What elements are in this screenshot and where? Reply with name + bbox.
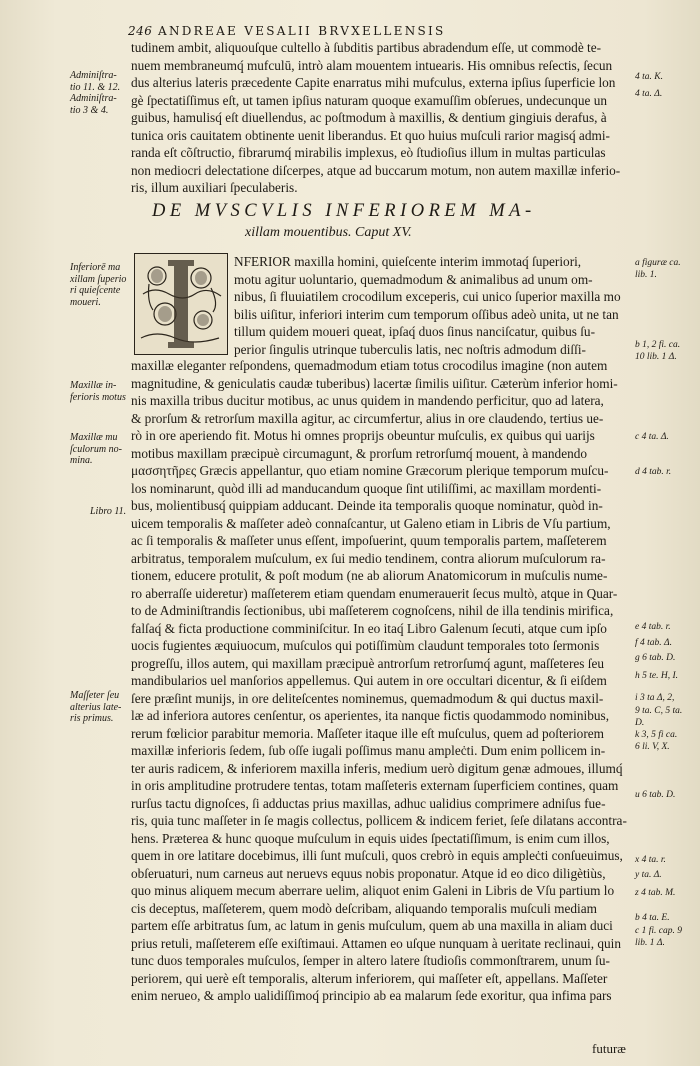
text-line: in oris amplitudine protrudere tentas, totam maſſeteris externam ſuperficiem contines, quam <box>131 778 619 793</box>
text-line: ris, quia tunc maſſeter in ſe magis collectus, pollicem & indicem feriet, ſeſe dilatans accontra- <box>131 813 627 828</box>
text-line: enim nerueo, & amplo ualidiſſimoq́ principio ab ea malarum ſede exoritur, qua infima pars <box>131 988 612 1003</box>
margin-note-left: Adminiſtra- tio 11. & 12. Adminiſtra- tio 3 & 4. <box>70 70 121 116</box>
text-line: μασσητῆρες Græcis appellantur, quo etiam nomine Græcorum plerique temporum muſcu- <box>131 463 609 478</box>
text-line: rurſus tactu dignoſces, ſi adductas prius maxillas, adhuc ualidius comprimere adniſus fue- <box>131 795 606 811</box>
margin-ref-right: c 1 fi. cap. 9 <box>635 926 682 936</box>
text-line: ſere præſint munijs, in ore deliteſcentes nominemus, quemadmodum & qui ductus maxil- <box>131 690 604 706</box>
text-line: ro aberraſſe uideretur) maſſeterem etiam quendam enumerauerit ſecus multò, atque in Quar- <box>131 585 618 601</box>
margin-note-left: Maſſeter ſeu alterius late- ris primus. <box>70 690 122 724</box>
margin-ref-right: d 4 tab. r. <box>635 467 672 477</box>
text-line: quo minus aliquem mecum aberrare uelim, aliquot enim Galeni in Libris de Vſu partium lo <box>131 883 615 898</box>
margin-ref-right: k 3, 5 fi ca. <box>635 730 678 740</box>
text-line: & prorſum & retrorſum maxilla agitur, ac circumfertur, alius in ore claudendo, tertius ue- <box>131 410 604 426</box>
text-line: obſeruaturi, num carneus aut neruevs equus nobis proponatur. Atque id eo dico diligètiùs, <box>131 865 606 881</box>
text-line: quem in ore latitare docebimus, illi ſunt muſculi, quos crebrò in equis ampleċti conſueuimus, <box>131 848 623 863</box>
text-line: progreſſu, illos autem, qui maxillam præcipuè antrorſum retrorſumq́ agunt, maſſeteres ſeu <box>131 655 605 671</box>
margin-ref-right: g 6 tab. D. <box>635 653 676 663</box>
margin-ref-right: b 1, 2 fi. ca. <box>635 340 681 350</box>
text-line: rò in ore aperiendo fit. Motus hi omnes proprijs obeuntur muſculis, ex quibus qui uarijs <box>131 428 595 443</box>
margin-ref-right: a figuræ ca. <box>635 258 681 268</box>
page-header <box>128 24 568 40</box>
margin-ref-right: h 5 te. H, I. <box>635 671 679 681</box>
text-line: rerum fœlicior parabitur memoria. Maſſeter itaque ille eſt muſculus, quem ad poſteriorem <box>131 725 604 741</box>
text-line: los nominarunt, quòd illi ad manducandum quoque ſint utiliſſimi, ac maxillam mordenti- <box>131 480 602 496</box>
margin-ref-right: c 4 ta. Δ. <box>635 432 669 442</box>
text-line: hens. Præterea & hunc quoque muſculum in equis uides ſpectatiſſimum, is enim cum illos, <box>131 830 610 846</box>
text-line: nis maxilla tribus ducitur motibus, ac unus quidem in mandendo perficitur, quo ad latera, <box>131 393 604 408</box>
text-line: falſaq́ & ficta productione comminiſcitur. In eo itaq́ Libro Galenum ſecuti, atque cum ipſo <box>131 620 607 636</box>
text-line: motibus maxillam præcipuè circumagunt, & prorſum retrorſumq́ mouent, à mandendo <box>131 445 588 461</box>
text-line: bilis uiſitur, inferiori interim cum temporum oſſibus adeò unita, ut ne tan <box>234 306 619 322</box>
margin-ref-right: x 4 ta. r. <box>635 855 666 865</box>
text-line: maxillæ inferioris ſedem, ſub oſſe iugali poſſimus manu ampleċti. Dum enim pollicem in- <box>131 743 606 758</box>
text-line: arbitratus, temporalem muſculum, ex ſui medio tendinem, contra aliorum muſculorum ra- <box>131 550 606 566</box>
text-line: motu agitur uoluntario, quemadmodum & animalibus ad unum om- <box>234 271 593 287</box>
text-line: ter auris radicem, & inferiorem maxilla inferis, medium uerò digitum genæ admoues, illumq́ <box>131 760 623 776</box>
margin-ref-right: z 4 tab. M. <box>635 888 676 898</box>
text-line: tionem, educere protulit, & poſt modum (ne ab aliorum Anatomicorum in muſculis nume- <box>131 568 608 583</box>
margin-ref-right: 4 ta. K. <box>635 72 663 82</box>
chapter-subheading: xillam mouentibus. Caput XV. <box>245 225 412 240</box>
text-block-initial <box>234 253 634 358</box>
text-line: perior ſingulis utrinque tuberculis latis, nec noſtris admodum diſſi- <box>234 341 586 357</box>
text-line: tunica oris cauitatem obtinente uenit liberandus. Et quo huius muſculi rarior magisq́ admi- <box>131 127 610 143</box>
text-line: non mediocri delectatione diſcerpes, atque ad buccarum motum, non autem maxillæ inferio- <box>131 162 621 178</box>
margin-ref-right: y ta. Δ. <box>635 870 662 880</box>
margin-note-left: Maxillæ mu ſculorum no- mina. <box>70 432 122 466</box>
margin-ref-right: 6 li. V, X. <box>635 742 670 752</box>
text-line: ac ſi temporalis & maſſeter unus eſſent, impoſuerint, quum temporalis partem, maſſeterem <box>131 533 607 548</box>
text-line: uicem temporalis & maſſeter adeò connaſcantur, ut Galeno etiam in Libris de Vſu partium, <box>131 515 611 531</box>
text-line: læ ad inferiora autores cenſentur, os aperientes, ita nanque fictis quodammodo nominibus, <box>131 708 610 723</box>
margin-ref-right: i 3 ta Δ, 2, <box>635 693 675 703</box>
text-line: guibus, hamulisq́ eſt diuellendus, ac poſtmodum à maxillis, & dentium gingiuis derafus, à <box>131 110 607 125</box>
margin-ref-right: D. <box>635 718 645 728</box>
text-line: tunc duos temporales muſculos, ſemper in altero latere ſtudioſis commonſtrarem, unum ſu- <box>131 953 610 968</box>
text-line: ris, illum auxiliari ſpeculaberis. <box>131 180 298 195</box>
margin-ref-right: e 4 tab. r. <box>635 622 671 632</box>
text-line: tillum quidem moueri queat, ipſaq́ duos ſinus nanciſcatur, quibus ſu- <box>234 324 596 339</box>
text-line: randa eſt cõſtructio, fibrarumq́ mirabilis implexus, eò ſtudioſius illum in multas particulas <box>131 145 606 160</box>
text-line: prius retuli, maſſeterem eſſe exiſtimaui. Attamen eo uſque nunquam à ueritate reclinaui, quin <box>131 935 621 951</box>
text-line: gè ſpectatiſſimus eſt, ut tamen ipſius naturam quoque examuſſim obſerues, undecunque un <box>131 92 607 108</box>
text-line: maxillæ eleganter reſpondens, quemadmodum etiam totus crocodilus imagine (non autem <box>131 358 608 373</box>
margin-ref-right: 9 ta. C, 5 ta. <box>635 706 683 716</box>
text-line: dus alterius lateris præcedente Capite enarratus mihi mufculus, externa ipſius ſuperficie lon <box>131 75 616 90</box>
page-number: 246 <box>128 24 153 38</box>
margin-ref-right: b 4 ta. E. <box>635 913 670 923</box>
decorated-initial-art <box>135 254 227 354</box>
margin-note-left: Libro 11. <box>90 506 127 517</box>
margin-note-left: Inferiorē ma xillam ſuperio ri quieſcente moueri. <box>70 262 127 308</box>
text-line: cis deceptus, maſſeterem, quem modò deſcribam, aliquando temporalis muſculi mediam <box>131 900 597 916</box>
text-line: magnitudine, & geniculatis caudæ tuberibus) lacertæ ſimilis uiſitur. Cæterùm inferior homi- <box>131 375 618 391</box>
margin-ref-right: 4 ta. Δ. <box>635 89 663 99</box>
chapter-heading: DE MVSCVLIS INFERIOREM MA- <box>152 201 536 221</box>
text-line: NFERIOR maxilla homini, quieſcente interim immotaq́ ſuperiori, <box>234 254 582 269</box>
catchword: futuræ <box>592 1041 626 1056</box>
text-block-main <box>131 357 631 1005</box>
margin-ref-right: lib. 1. <box>635 270 657 280</box>
text-line: periorem, qui uerè eſt temporalis, alterum inferiorem, qui maſſeter eſt, appellans. Maſſeter <box>131 970 608 986</box>
margin-ref-right: u 6 tab. D. <box>635 790 676 800</box>
text-line: mandibularios uel manſorios appellemus. Qui autem in ore occultari dicentur, & ſi eiſdem <box>131 673 607 688</box>
margin-note-left: Maxillæ in- ferioris motus <box>70 380 126 403</box>
text-line: uocis fugientes æquiuocum, muſculos qui potiſſimùm claudunt temporales toto ſermonis <box>131 638 600 653</box>
margin-ref-right: f 4 tab. Δ. <box>635 638 672 648</box>
margin-ref-right: 10 lib. 1 Δ. <box>635 352 677 362</box>
text-line: tudinem ambit, aliquouſque cultello à ſubditis partibus abradendum eſſe, ut commodè te- <box>131 40 602 55</box>
text-block-top <box>131 39 631 197</box>
text-line: partem eſſe arbitratus ſum, ac latum in genis muſculum, quem ab una maxilla in aliam duci <box>131 918 613 933</box>
running-head: ANDREAE VESALII BRVXELLENSIS <box>158 24 446 38</box>
text-line: to de Adminiſtrandis ſectionibus, ubi maſſeterem cognoſcens, nihil de illa tendinis mirifica, <box>131 603 614 618</box>
text-line: nibus, ſi fluuiatilem crocodilum exceperis, cui unico ſuperior maxilla mo <box>234 289 621 304</box>
text-line: bus, molientibusq́ quippiam adducant. Deinde ita temporalis quoque nominatur, quòd in- <box>131 498 603 513</box>
margin-ref-right: lib. 1 Δ. <box>635 938 665 948</box>
decorated-initial-i <box>134 253 228 355</box>
text-line: nuem membraneumq́ mufculū, intrò alam mouentem intuearis. His omnibus reſectis, ſecun <box>131 57 613 73</box>
